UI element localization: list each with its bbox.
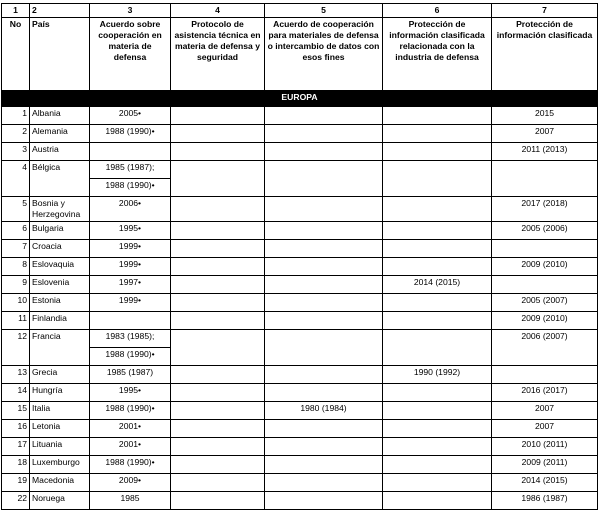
materials-cooperation-cell [265, 294, 383, 312]
table-row [2, 402, 598, 420]
materials-cooperation-cell [265, 258, 383, 276]
classified-info-cell: 2009 (2010) [492, 258, 598, 276]
defense-cooperation-cell [90, 312, 171, 330]
defense-cooperation-cell: 1999• [90, 294, 171, 312]
defense-cooperation-cell [90, 143, 171, 161]
technical-assistance-cell [171, 161, 265, 197]
classified-info-cell: 2007 [492, 402, 598, 420]
classified-info-cell: 2011 (2013) [492, 143, 598, 161]
column-number: 3 [90, 4, 171, 18]
country-name: Eslovenia [30, 276, 90, 294]
materials-cooperation-cell: 1980 (1984) [265, 402, 383, 420]
table-row [2, 197, 598, 222]
classified-info-cell: 2017 (2018) [492, 197, 598, 222]
table-row [2, 294, 598, 312]
row-number: 7 [2, 240, 30, 258]
table-row [2, 222, 598, 240]
industry-classified-info-cell [383, 456, 492, 474]
table-row [2, 143, 598, 161]
defense-cooperation-cell: 1988 (1990)• [90, 402, 171, 420]
row-number: 4 [2, 161, 30, 197]
classified-info-cell: 2007 [492, 420, 598, 438]
defense-cooperation-cell: 1988 (1990)• [90, 348, 171, 366]
table-row [2, 312, 598, 330]
materials-cooperation-cell [265, 330, 383, 366]
industry-classified-info-cell: 2014 (2015) [383, 276, 492, 294]
table-row [2, 125, 598, 143]
country-name: Albania [30, 107, 90, 125]
materials-cooperation-cell [265, 161, 383, 197]
technical-assistance-cell [171, 312, 265, 330]
industry-classified-info-cell [383, 125, 492, 143]
industry-classified-info-cell [383, 474, 492, 492]
materials-cooperation-cell [265, 366, 383, 384]
row-number: 6 [2, 222, 30, 240]
materials-cooperation-cell [265, 222, 383, 240]
classified-info-cell: 2010 (2011) [492, 438, 598, 456]
industry-classified-info-cell [383, 222, 492, 240]
materials-cooperation-cell [265, 143, 383, 161]
classified-info-cell: 2006 (2007) [492, 330, 598, 366]
classified-info-cell [492, 276, 598, 294]
header-industry-classified-info: Protección de información clasificada relacionada con la industria de defensa [383, 18, 492, 91]
classified-info-cell [492, 161, 598, 197]
classified-info-cell [492, 366, 598, 384]
row-number: 15 [2, 402, 30, 420]
classified-info-cell: 2009 (2010) [492, 312, 598, 330]
technical-assistance-cell [171, 107, 265, 125]
technical-assistance-cell [171, 492, 265, 510]
defense-cooperation-cell: 1995• [90, 222, 171, 240]
industry-classified-info-cell: 1990 (1992) [383, 366, 492, 384]
technical-assistance-cell [171, 143, 265, 161]
region-label: EUROPA [2, 91, 598, 107]
industry-classified-info-cell [383, 438, 492, 456]
industry-classified-info-cell [383, 312, 492, 330]
defense-cooperation-cell: 1988 (1990)• [90, 125, 171, 143]
defense-cooperation-cell: 2005• [90, 107, 171, 125]
table-row [2, 420, 598, 438]
defense-cooperation-cell: 1985 (1987) [90, 366, 171, 384]
country-name: Finlandia [30, 312, 90, 330]
table-row [2, 492, 598, 510]
row-number: 2 [2, 125, 30, 143]
row-number: 14 [2, 384, 30, 402]
defense-cooperation-cell: 1997• [90, 276, 171, 294]
materials-cooperation-cell [265, 312, 383, 330]
classified-info-cell: 1986 (1987) [492, 492, 598, 510]
country-name: Francia [30, 330, 90, 366]
industry-classified-info-cell [383, 330, 492, 366]
country-name: Hungría [30, 384, 90, 402]
country-name: Lituania [30, 438, 90, 456]
row-number: 12 [2, 330, 30, 366]
row-number: 10 [2, 294, 30, 312]
country-name: Letonia [30, 420, 90, 438]
country-name: Italia [30, 402, 90, 420]
industry-classified-info-cell [383, 420, 492, 438]
defense-cooperation-cell: 1983 (1985); [90, 330, 171, 348]
technical-assistance-cell [171, 402, 265, 420]
header-materials-cooperation: Acuerdo de cooperación para materiales de defensa o intercambio de datos con esos fines [265, 18, 383, 91]
technical-assistance-cell [171, 474, 265, 492]
country-name: Bulgaria [30, 222, 90, 240]
defense-cooperation-cell: 1988 (1990)• [90, 456, 171, 474]
industry-classified-info-cell [383, 258, 492, 276]
technical-assistance-cell [171, 222, 265, 240]
table-row [2, 456, 598, 474]
country-name: Bosnia y Herzegovina [30, 197, 90, 222]
classified-info-cell: 2016 (2017) [492, 384, 598, 402]
country-name: Alemania [30, 125, 90, 143]
industry-classified-info-cell [383, 492, 492, 510]
country-name: Eslovaquia [30, 258, 90, 276]
defense-cooperation-cell: 1985 (1987); [90, 161, 171, 179]
country-name: Austria [30, 143, 90, 161]
row-number: 16 [2, 420, 30, 438]
row-number: 22 [2, 492, 30, 510]
column-number: 2 [30, 4, 90, 18]
header-country: País [30, 18, 90, 91]
country-name: Macedonia [30, 474, 90, 492]
materials-cooperation-cell [265, 107, 383, 125]
industry-classified-info-cell [383, 197, 492, 222]
industry-classified-info-cell [383, 402, 492, 420]
region-row [2, 91, 598, 107]
technical-assistance-cell [171, 276, 265, 294]
materials-cooperation-cell [265, 197, 383, 222]
defense-cooperation-cell: 2001• [90, 420, 171, 438]
technical-assistance-cell [171, 420, 265, 438]
column-number: 7 [492, 4, 598, 18]
row-number: 9 [2, 276, 30, 294]
classified-info-cell: 2014 (2015) [492, 474, 598, 492]
materials-cooperation-cell [265, 420, 383, 438]
technical-assistance-cell [171, 197, 265, 222]
materials-cooperation-cell [265, 125, 383, 143]
table-row [2, 161, 598, 179]
row-number: 19 [2, 474, 30, 492]
column-number: 6 [383, 4, 492, 18]
materials-cooperation-cell [265, 384, 383, 402]
classified-info-cell: 2009 (2011) [492, 456, 598, 474]
row-number: 3 [2, 143, 30, 161]
industry-classified-info-cell [383, 161, 492, 197]
materials-cooperation-cell [265, 474, 383, 492]
industry-classified-info-cell [383, 384, 492, 402]
materials-cooperation-cell [265, 240, 383, 258]
agreements-table [1, 3, 598, 510]
row-number: 11 [2, 312, 30, 330]
row-number: 13 [2, 366, 30, 384]
technical-assistance-cell [171, 456, 265, 474]
column-number: 5 [265, 4, 383, 18]
row-number: 17 [2, 438, 30, 456]
defense-cooperation-cell: 1999• [90, 240, 171, 258]
row-number: 1 [2, 107, 30, 125]
table-row [2, 384, 598, 402]
classified-info-cell [492, 240, 598, 258]
materials-cooperation-cell [265, 438, 383, 456]
country-name: Noruega [30, 492, 90, 510]
row-number: 8 [2, 258, 30, 276]
header-technical-assistance: Protocolo de asistencia técnica en materia de defensa y seguridad [171, 18, 265, 91]
technical-assistance-cell [171, 240, 265, 258]
industry-classified-info-cell [383, 294, 492, 312]
column-number-row [2, 4, 598, 18]
technical-assistance-cell [171, 294, 265, 312]
classified-info-cell: 2005 (2007) [492, 294, 598, 312]
materials-cooperation-cell [265, 456, 383, 474]
country-name: Luxemburgo [30, 456, 90, 474]
table-row [2, 258, 598, 276]
header-classified-info: Protección de información clasificada [492, 18, 598, 91]
materials-cooperation-cell [265, 276, 383, 294]
defense-cooperation-cell: 2001• [90, 438, 171, 456]
defense-cooperation-cell: 2006• [90, 197, 171, 222]
defense-cooperation-cell: 1995• [90, 384, 171, 402]
row-number: 5 [2, 197, 30, 222]
classified-info-cell: 2015 [492, 107, 598, 125]
header-no: No [2, 18, 30, 91]
table-row [2, 330, 598, 348]
defense-cooperation-cell: 1985 [90, 492, 171, 510]
table-row [2, 276, 598, 294]
industry-classified-info-cell [383, 240, 492, 258]
country-name: Estonia [30, 294, 90, 312]
technical-assistance-cell [171, 384, 265, 402]
table-row [2, 438, 598, 456]
country-name: Grecia [30, 366, 90, 384]
classified-info-cell: 2005 (2006) [492, 222, 598, 240]
column-number: 4 [171, 4, 265, 18]
table-row [2, 240, 598, 258]
defense-cooperation-cell: 2009• [90, 474, 171, 492]
industry-classified-info-cell [383, 143, 492, 161]
industry-classified-info-cell [383, 107, 492, 125]
technical-assistance-cell [171, 438, 265, 456]
row-number: 18 [2, 456, 30, 474]
header-row [2, 18, 598, 91]
technical-assistance-cell [171, 366, 265, 384]
country-name: Croacia [30, 240, 90, 258]
defense-cooperation-cell: 1988 (1990)• [90, 179, 171, 197]
classified-info-cell: 2007 [492, 125, 598, 143]
materials-cooperation-cell [265, 492, 383, 510]
header-defense-cooperation: Acuerdo sobre cooperación en materia de defensa [90, 18, 171, 91]
table-row [2, 107, 598, 125]
technical-assistance-cell [171, 330, 265, 366]
defense-cooperation-cell: 1999• [90, 258, 171, 276]
technical-assistance-cell [171, 125, 265, 143]
country-name: Bélgica [30, 161, 90, 197]
table-row [2, 474, 598, 492]
table-row [2, 366, 598, 384]
technical-assistance-cell [171, 258, 265, 276]
column-number: 1 [2, 4, 30, 18]
